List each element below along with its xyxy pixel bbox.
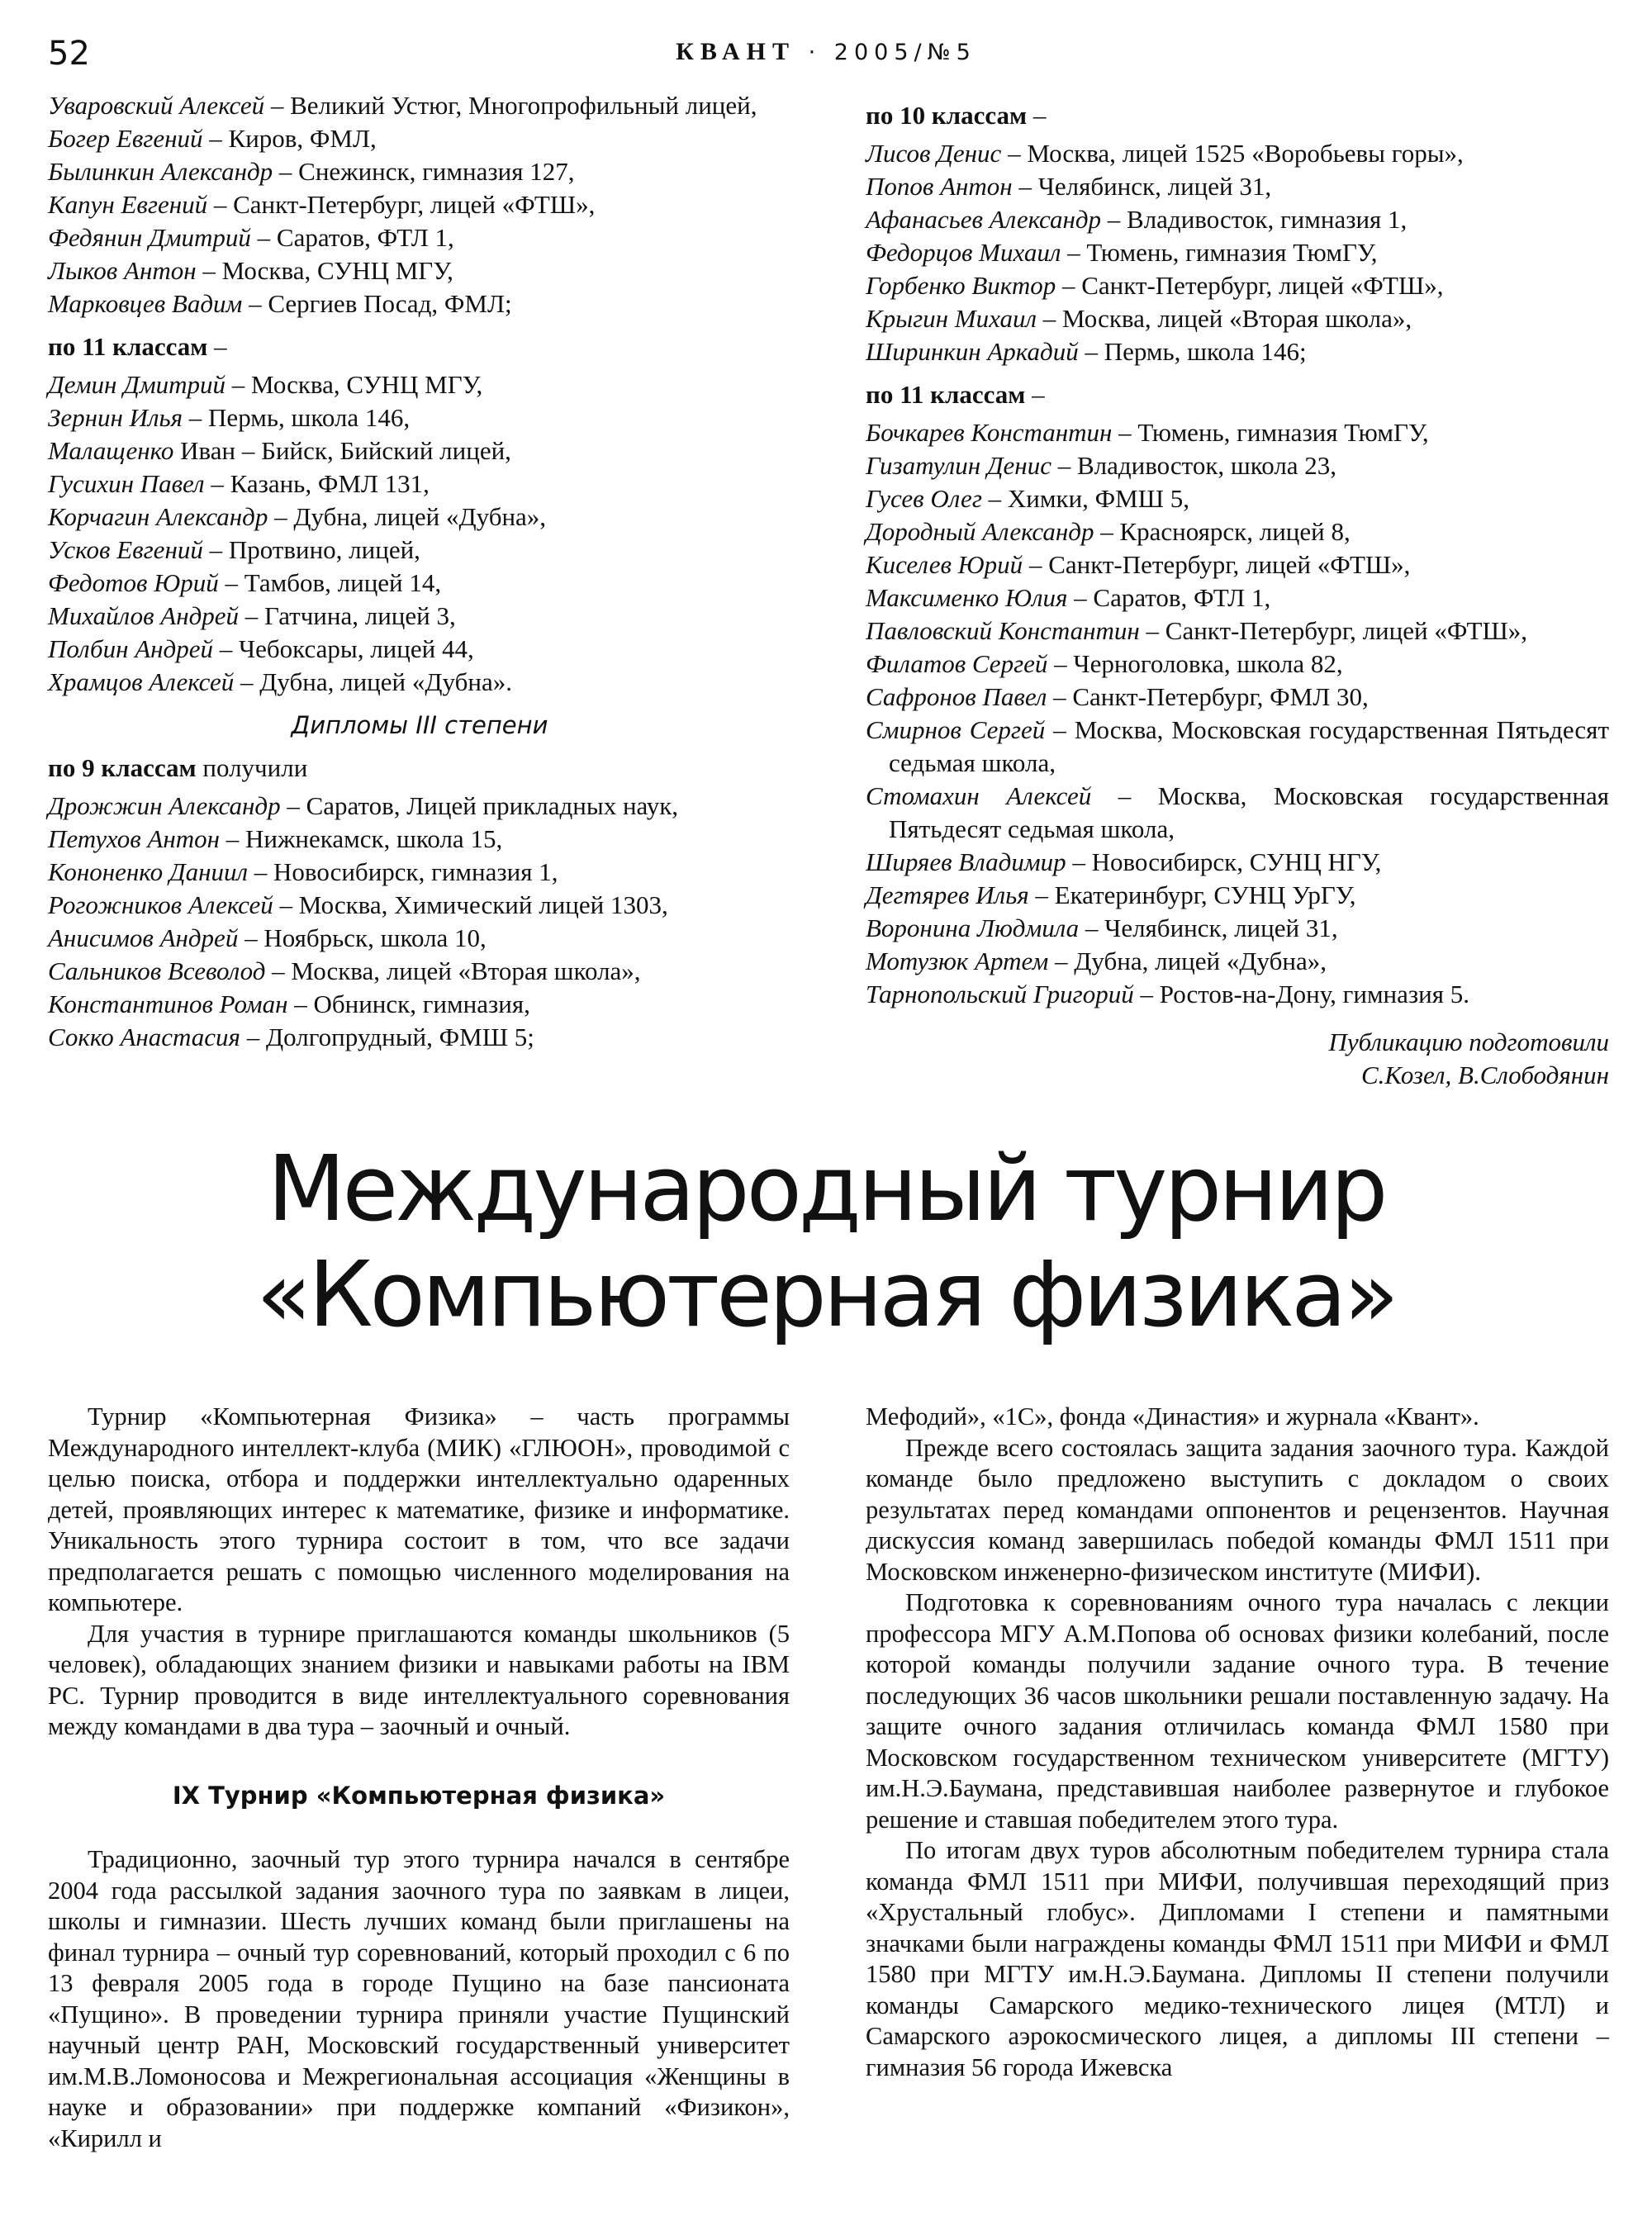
winner-school: – Нижнекамск, школа 15,: [219, 824, 503, 853]
winner-school: – Снежинск, гимназия 127,: [273, 157, 575, 186]
winner-name: Бочкарев Константин: [866, 418, 1113, 447]
winner-entry: [48, 790, 791, 823]
winner-entry: [866, 236, 1609, 269]
journal-name: КВАНТ: [676, 38, 796, 65]
winner-name: Кононенко Даниил: [48, 857, 248, 886]
winner-entry: [866, 515, 1609, 548]
winner-entry: [866, 780, 1609, 846]
winner-entry: [48, 889, 791, 922]
winner-name: Гусев Олег: [866, 484, 982, 513]
paragraph-continued: Мефодий», «1С», фонда «Династия» и журнала «Квант».: [866, 1402, 1479, 1431]
winner-name: Зернин Илья: [48, 403, 183, 432]
left-groups: [48, 89, 791, 699]
winner-name: Тарнопольский Григорий: [866, 980, 1134, 1008]
title-line-1: Международный турнир: [267, 1136, 1385, 1241]
winner-entry: [48, 988, 791, 1021]
article-title: [0, 1136, 1652, 1347]
winner-school: – Москва, СУНЦ МГУ,: [225, 370, 483, 399]
winner-name: Лыков Антон: [48, 256, 197, 285]
winner-school: – Владивосток, школа 23,: [1051, 451, 1337, 480]
winner-name: Уваровский Алексей: [48, 91, 265, 120]
winner-school: – Москва, Московская государственная Пятьдесят седьмая школа,: [889, 715, 1609, 777]
winner-entry: [866, 681, 1609, 714]
winner-entry: [866, 269, 1609, 302]
winner-entry: [48, 287, 791, 320]
winner-school: – Екатеринбург, СУНЦ УрГУ,: [1028, 880, 1356, 909]
winner-school: – Киров, ФМЛ,: [202, 124, 377, 153]
winner-entry: [866, 648, 1609, 681]
winner-school: – Санкт-Петербург, лицей «ФТШ»,: [1139, 616, 1528, 645]
winner-name: Петухов Антон: [48, 824, 220, 853]
winner-school: – Москва, Химический лицей 1303,: [273, 890, 668, 919]
winner-entry: [866, 945, 1609, 978]
winner-school: – Санкт-Петербург, ФМЛ 30,: [1047, 682, 1369, 711]
winner-school: – Пермь, школа 146;: [1078, 337, 1307, 366]
winner-school: – Москва, лицей 1525 «Воробьевы горы»,: [1001, 139, 1464, 168]
group-heading: [48, 752, 791, 785]
winner-school: – Гатчина, лицей 3,: [239, 601, 456, 630]
winner-entry: [48, 501, 791, 534]
winner-school: – Сергиев Посад, ФМЛ;: [242, 289, 512, 318]
winner-school: – Челябинск, лицей 31,: [1079, 913, 1338, 942]
winner-entry: [48, 955, 791, 988]
article-body-right: [866, 1402, 1609, 2083]
group-heading: [866, 99, 1609, 132]
winner-entry: [866, 846, 1609, 879]
winner-name: Богер Евгений: [48, 124, 203, 153]
winner-school: – Москва, СУНЦ МГУ,: [196, 256, 453, 285]
issue-label: · 2005/№5: [808, 40, 976, 65]
winner-school: – Тамбов, лицей 14,: [218, 568, 442, 597]
winner-entry: [866, 714, 1609, 780]
winner-entry: [48, 633, 791, 666]
winner-school: – Саратов, Лицей прикладных наук,: [280, 791, 679, 820]
winner-name: Анисимов Андрей: [48, 923, 239, 952]
group-heading-text: по 10 классам: [866, 101, 1028, 130]
winner-school: – Владивосток, гимназия 1,: [1101, 205, 1408, 234]
winner-school: – Санкт-Петербург, лицей «ФТШ»,: [207, 190, 596, 219]
winner-name: Павловский Константин: [866, 616, 1140, 645]
winner-entry: [48, 368, 791, 401]
paragraph: Для участия в турнире приглашаются команды школьников (5 человек), обладающих знанием физики и навыками работы на IBM PC. Турнир проводится в виде интеллектуального соревнования между командами в два тура – заочный и очный.: [48, 1619, 790, 1740]
winner-entry: [48, 922, 791, 955]
winner-school: – Челябинск, лицей 31,: [1012, 172, 1272, 201]
winner-school: – Москва, лицей «Вторая школа»,: [265, 956, 641, 985]
winner-name: Горбенко Виктор: [866, 271, 1056, 300]
winner-name: Воронина Людмила: [866, 913, 1080, 942]
diploma-heading: Дипломы III степени: [291, 711, 548, 739]
winner-entry: [866, 137, 1609, 170]
winner-name: Демин Дмитрий: [48, 370, 226, 399]
winner-name: Усков Евгений: [48, 535, 203, 564]
winner-name: Полбин Андрей: [48, 634, 213, 663]
winner-school: – Великий Устюг, Многопрофильный лицей,: [264, 91, 757, 120]
winner-entry: [866, 615, 1609, 648]
winner-name: Константинов Роман: [48, 989, 288, 1018]
winner-name: Попов Антон: [866, 172, 1013, 201]
group-9: [48, 752, 791, 1054]
winner-school: Иван – Бийск, Бийский лицей,: [173, 436, 511, 465]
winner-name: Корчагин Александр: [48, 502, 268, 531]
winner-entry: [866, 912, 1609, 945]
winner-name: Сокко Анастасия: [48, 1023, 240, 1051]
winner-entry: [866, 170, 1609, 203]
group-heading-suffix: –: [1025, 380, 1045, 409]
group-heading: [48, 330, 791, 363]
winner-name: Ширинкин Аркадий: [866, 337, 1079, 366]
winner-name: Рогожников Алексей: [48, 890, 273, 919]
winner-name: Гусихин Павел: [48, 469, 205, 498]
paragraph: Подготовка к соревнованиям очного тура началась с лекции профессора МГУ А.М.Попова об основах физики колебаний, после которой команды получили задание очного тура. В течение последующих 36 часов школьники решали поставленную задачу. На защите очного задания отличилась команда ФМЛ 1580 при Московском государственном техническом университете (МГТУ) им.Н.Э.Баумана, представившая наиболее развернутое и глубокое решение и ставшая победителем этого тура.: [866, 1588, 1609, 1834]
winner-entry: [48, 401, 791, 434]
winner-name: Федотов Юрий: [48, 568, 219, 597]
winner-name: Смирнов Сергей: [866, 715, 1046, 744]
winner-school: – Дубна, лицей «Дубна»,: [1048, 947, 1327, 975]
credit-line-1: Публикацию подготовили: [1328, 1027, 1609, 1056]
winner-school: – Новосибирск, СУНЦ НГУ,: [1066, 847, 1382, 876]
winner-name: Храмцов Алексей: [48, 667, 235, 696]
winner-entry: [866, 203, 1609, 236]
winner-name: Мотузюк Артем: [866, 947, 1049, 975]
winner-entry: [48, 221, 791, 254]
winner-entry: [866, 978, 1609, 1011]
right-groups: [866, 99, 1609, 1011]
winner-name: Малащенко: [48, 436, 174, 465]
winner-name: Дегтярев Илья: [866, 880, 1029, 909]
group-heading: [866, 378, 1609, 411]
winner-entry: [48, 534, 791, 567]
paragraph: Турнир «Компьютерная Физика» – часть программы Международного интеллект-клуба (МИК) «ГЛЮОН», проводимой с целью поиска, отбора и поддержки интеллектуально одаренных детей, проявляющих интерес к математике, физике и информатике. Уникальность этого турнира состоит в том, что все задачи предполагается решать с помощью численного моделирования на компьютере.: [48, 1402, 790, 1616]
winner-entry: [48, 567, 791, 600]
winner-name: Дородный Александр: [866, 517, 1094, 546]
group-heading-text: по 9 классам: [48, 753, 197, 782]
winner-name: Филатов Сергей: [866, 649, 1048, 678]
winners-list-left: [48, 89, 791, 1054]
winner-entry: [866, 879, 1609, 912]
winner-entry: [48, 89, 791, 122]
winner-entry: [48, 254, 791, 287]
group-heading-suffix: получили: [196, 753, 308, 782]
credit: [866, 1026, 1609, 1092]
winner-school: – Протвино, лицей,: [202, 535, 420, 564]
winner-name: Киселев Юрий: [866, 550, 1023, 579]
winner-entry: [48, 823, 791, 856]
paragraph: Прежде всего состоялась защита задания заочного тура. Каждой команде было предложено выступить с докладом о своих результатах перед командами оппонентов и рецензентов. Научная дискуссия команд завершилась победой команды ФМЛ 1511 при Московском инженерно-физическом институте (МИФИ).: [866, 1433, 1609, 1586]
winner-entry: [48, 666, 791, 699]
credit-line-2: С.Козел, В.Слободянин: [1361, 1061, 1609, 1089]
title-line-2: «Компьютерная физика»: [256, 1241, 1396, 1347]
winner-name: Афанасьев Александр: [866, 205, 1102, 234]
paragraph: Традиционно, заочный тур этого турнира начался в сентябре 2004 года рассылкой задания заочного тура по заявкам в лицеи, школы и гимназии. Шесть лучших команд были приглашены на финал турнира – очный тур соревнований, который проходил с 6 по 13 февраля 2005 года в городе Пущино на базе пансионата «Пущино». В проведении турнира приняли участие Пущинский научный центр РАН, Московский государственный университет им.М.В.Ломоносова и Межрегиональная ассоциация «Женщины в науке и образовании» при поддержке компаний «Физикон», «Кирилл и: [48, 1845, 790, 2152]
winner-school: – Новосибирск, гимназия 1,: [248, 857, 558, 886]
winner-school: – Пермь, школа 146,: [183, 403, 411, 432]
winner-name: Федорцов Михаил: [866, 238, 1061, 267]
winner-name: Федянин Дмитрий: [48, 223, 251, 252]
winner-school: – Чебоксары, лицей 44,: [213, 634, 474, 663]
winner-name: Дрожжин Александр: [48, 791, 281, 820]
winner-entry: [48, 434, 791, 467]
winner-name: Марковцев Вадим: [48, 289, 243, 318]
running-header: [0, 38, 1652, 66]
winner-name: Максименко Юлия: [866, 583, 1068, 612]
winner-school: – Ростов-на-Дону, гимназия 5.: [1133, 980, 1470, 1008]
winner-name: Крыгин Михаил: [866, 304, 1037, 333]
winner-entry: [48, 155, 791, 188]
winner-school: – Химки, ФМШ 5,: [981, 484, 1189, 513]
winner-school: – Дубна, лицей «Дубна».: [234, 667, 512, 696]
winner-school: – Казань, ФМЛ 131,: [204, 469, 430, 498]
winner-entry: [866, 335, 1609, 368]
group-heading-text: по 11 классам: [866, 380, 1026, 409]
winner-entry: [866, 581, 1609, 615]
group-heading-text: по 11 классам: [48, 332, 208, 361]
winner-entry: [866, 449, 1609, 482]
winner-entry: [48, 188, 791, 221]
article-body-left: [48, 1402, 790, 2154]
winner-entry: [866, 548, 1609, 581]
winner-entry: [866, 416, 1609, 449]
winner-entry: [48, 467, 791, 501]
winners-list-right: [866, 89, 1609, 1092]
winner-name: Сафронов Павел: [866, 682, 1047, 711]
winner-entry: [866, 302, 1609, 335]
winner-school: – Долгопрудный, ФМШ 5;: [240, 1023, 534, 1051]
winner-name: Капун Евгений: [48, 190, 208, 219]
paragraph: По итогам двух туров абсолютным победителем турнира стала команда ФМЛ 1511 при МИФИ, получившая переходящий приз «Хрустальный глобус». Дипломами I степени и памятными значками были награждены команды ФМЛ 1511 при МИФИ и ФМЛ 1580 при МГТУ им.Н.Э.Баумана. Дипломы II степени получили команды Самарского медико-технического лицея (МТЛ) и Самарского аэрокосмического лицея, а дипломы III степени – гимназия 56 города Ижевска: [866, 1836, 1609, 2081]
winner-school: – Дубна, лицей «Дубна»,: [268, 502, 547, 531]
winner-entry: [48, 600, 791, 633]
winner-school: – Москва, Московская государственная Пятьдесят седьмая школа,: [889, 781, 1609, 843]
winner-school: – Тюмень, гимназия ТюмГУ,: [1061, 238, 1378, 267]
winner-entry: [48, 122, 791, 155]
winner-entry: [48, 1021, 791, 1054]
winner-school: – Санкт-Петербург, лицей «ФТШ»,: [1056, 271, 1444, 300]
winner-school: – Саратов, ФТЛ 1,: [250, 223, 454, 252]
winner-school: – Обнинск, гимназия,: [287, 989, 530, 1018]
winner-school: – Красноярск, лицей 8,: [1094, 517, 1351, 546]
winner-school: – Ноябрьск, школа 10,: [238, 923, 487, 952]
winner-name: Сальников Всеволод: [48, 956, 266, 985]
winner-school: – Черноголовка, школа 82,: [1047, 649, 1343, 678]
section-subheading: IX Турнир «Компьютерная физика»: [172, 1781, 666, 1810]
group-heading-suffix: –: [207, 332, 227, 361]
winner-school: – Саратов, ФТЛ 1,: [1067, 583, 1271, 612]
winner-name: Былинкин Александр: [48, 157, 273, 186]
winner-school: – Тюмень, гимназия ТюмГУ,: [1112, 418, 1429, 447]
group-heading-suffix: –: [1027, 101, 1047, 130]
winner-entry: [866, 482, 1609, 515]
winner-name: Лисов Денис: [866, 139, 1002, 168]
page-number: 52: [48, 35, 90, 73]
winner-entry: [48, 856, 791, 889]
winner-name: Стомахин Алексей: [866, 781, 1092, 810]
winner-name: Гизатулин Денис: [866, 451, 1051, 480]
winner-name: Михайлов Андрей: [48, 601, 240, 630]
winner-name: Ширяев Владимир: [866, 847, 1066, 876]
winner-school: – Санкт-Петербург, лицей «ФТШ»,: [1023, 550, 1411, 579]
winner-school: – Москва, лицей «Вторая школа»,: [1037, 304, 1412, 333]
